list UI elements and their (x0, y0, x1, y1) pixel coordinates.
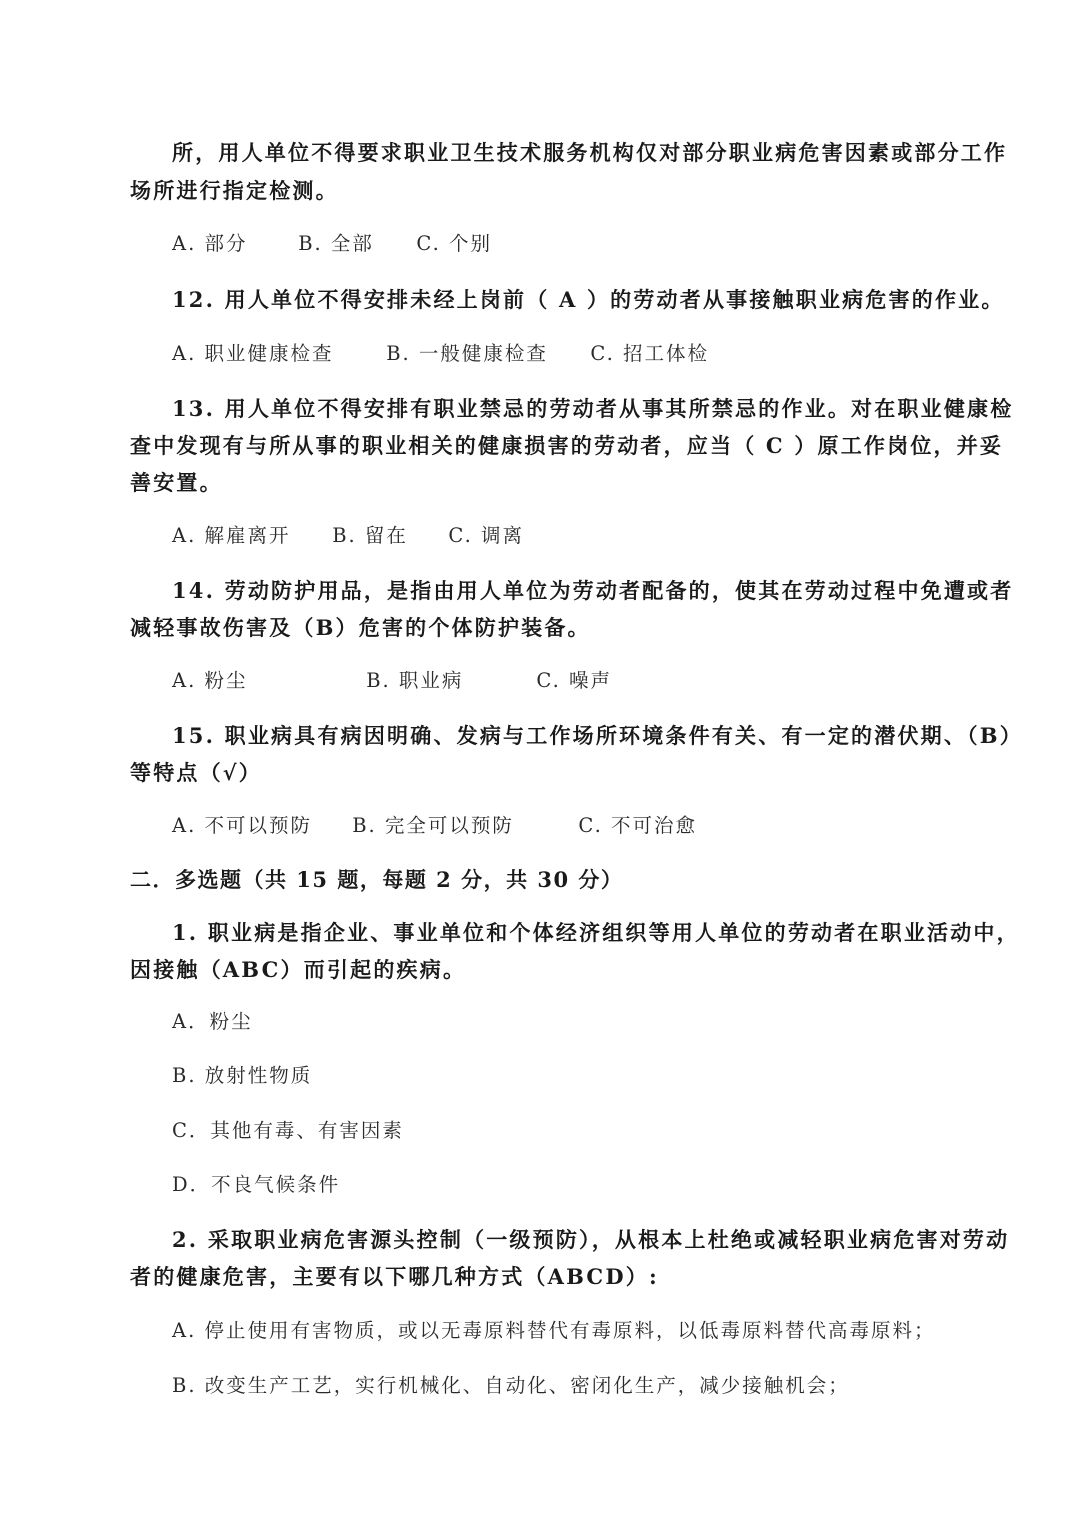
option-b: B. 留在 (332, 524, 408, 547)
intro-options (172, 228, 492, 256)
option-b: B. 一般健康检查 (386, 342, 548, 365)
m1-line-2: 因接触（ABC）而引起的疾病。 (130, 957, 467, 982)
option-c: C. 个别 (416, 232, 493, 255)
intro-line-1: 所，用人单位不得要求职业卫生技术服务机构仅对部分职业病危害因素或部分工作 (172, 140, 1008, 165)
m1-option-c: C．其他有毒、有害因素 (172, 1119, 404, 1142)
option-b: B. 完全可以预防 (352, 814, 514, 837)
option-a: A. 职业健康检查 (172, 342, 334, 365)
option-a: A. 不可以预防 (172, 814, 312, 837)
option-a: A. 粉尘 (172, 669, 248, 692)
option-c: C. 调离 (448, 524, 525, 547)
q13-line-2: 查中发现有与所从事的职业相关的健康损害的劳动者，应当（ C ）原工作岗位，并妥 (130, 433, 1004, 458)
option-c: C. 不可治愈 (578, 814, 698, 837)
q15-line-2: 等特点（√） (130, 760, 263, 785)
option-a: A. 解雇离开 (172, 524, 291, 547)
intro-line-2: 场所进行指定检测。 (130, 178, 339, 203)
option-c: C. 噪声 (536, 669, 613, 692)
option-b: B. 全部 (298, 232, 374, 255)
q15-options (172, 810, 697, 838)
q12-options (172, 338, 709, 366)
m2-line-2: 者的健康危害，主要有以下哪几种方式（ABCD）: (130, 1264, 659, 1289)
m2-line-1: 2. 采取职业病危害源头控制（一级预防），从根本上杜绝或减轻职业病危害对劳动 (172, 1227, 1010, 1252)
m2-option-b: B. 改变生产工艺，实行机械化、自动化、密闭化生产，减少接触机会； (172, 1374, 850, 1397)
q13-line-3: 善安置。 (130, 470, 223, 495)
m1-line-1: 1. 职业病是指企业、事业单位和个体经济组织等用人单位的劳动者在职业活动中， (172, 920, 1020, 945)
option-a: A. 部分 (172, 232, 248, 255)
m1-option-d: D．不良气候条件 (172, 1173, 341, 1196)
q14-options (172, 665, 612, 693)
m2-option-a: A. 停止使用有害物质，或以无毒原料替代有毒原料，以低毒原料替代高毒原料； (172, 1319, 936, 1342)
m1-option-a: A．粉尘 (172, 1010, 253, 1033)
section-heading: 二．多选题（共 15 题，每题 2 分，共 30 分） (130, 867, 624, 892)
q14-line-2: 减轻事故伤害及（B）危害的个体防护装备。 (130, 615, 591, 640)
m1-option-b: B. 放射性物质 (172, 1064, 313, 1087)
option-c: C. 招工体检 (590, 342, 710, 365)
q13-line-1: 13. 用人单位不得安排有职业禁忌的劳动者从事其所禁忌的作业。对在职业健康检 (172, 396, 1014, 421)
q15-line-1: 15. 职业病具有病因明确、发病与工作场所环境条件有关、有一定的潜伏期、（B） (172, 723, 1023, 748)
q14-line-1: 14. 劳动防护用品，是指由用人单位为劳动者配备的，使其在劳动过程中免遭或者 (172, 578, 1014, 603)
q13-options (172, 520, 524, 548)
q12-line-1: 12. 用人单位不得安排未经上岗前（ A ）的劳动者从事接触职业病危害的作业。 (172, 287, 1005, 312)
option-b: B. 职业病 (366, 669, 464, 692)
